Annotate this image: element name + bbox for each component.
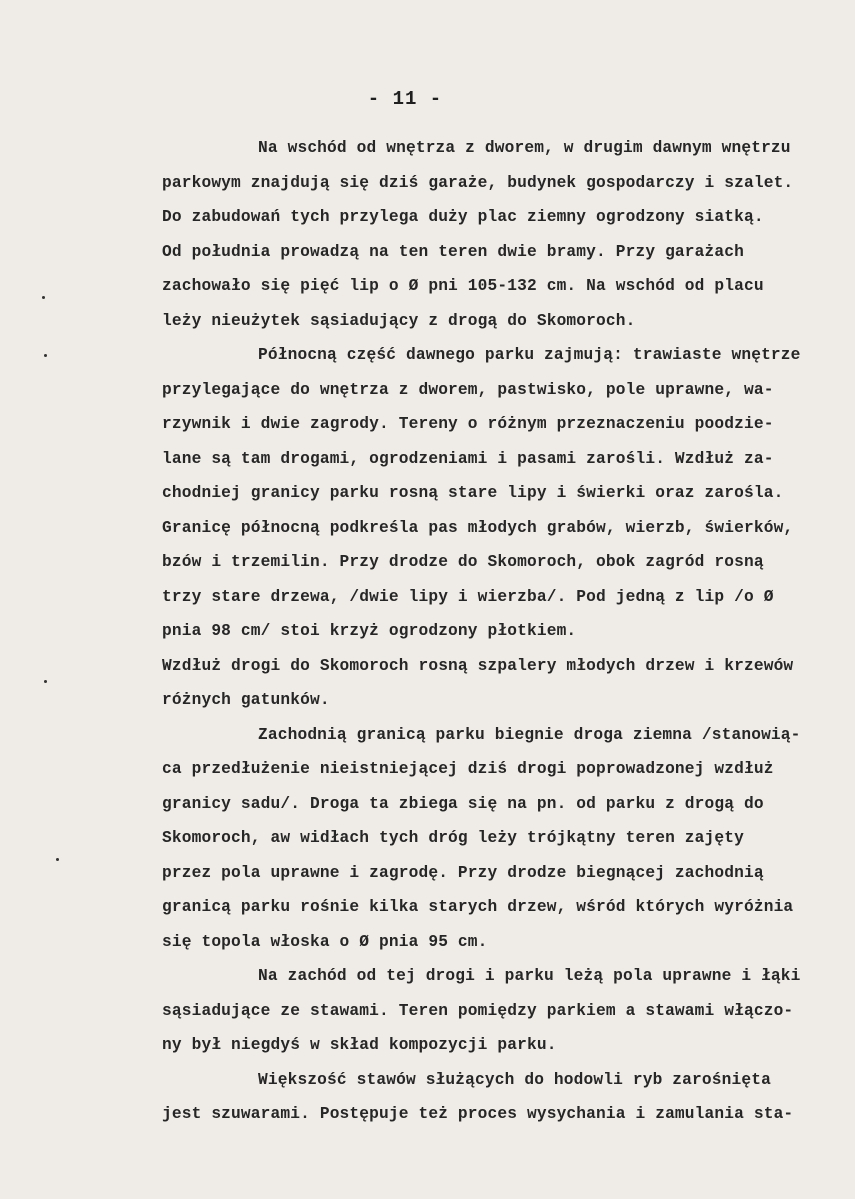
text-line: Północną część dawnego parku zajmują: trawiaste wnętrze	[258, 346, 801, 364]
text-line: jest szuwarami. Postępuje też proces wysychania i zamulania sta-	[162, 1105, 794, 1123]
text-line: parkowym znajdują się dziś garaże, budynek gospodarczy i szalet.	[162, 174, 794, 192]
text-line: pnia 98 cm/ stoi krzyż ogrodzony płotkiem.	[162, 622, 577, 640]
text-line: rzywnik i dwie zagrody. Tereny o różnym przeznaczeniu poodzie-	[162, 415, 774, 433]
text-line: Większość stawów służących do hodowli ryb zarośnięta	[258, 1071, 771, 1089]
text-line: Wzdłuż drogi do Skomoroch rosną szpalery młodych drzew i krzewów	[162, 657, 794, 675]
text-line: przylegające do wnętrza z dworem, pastwisko, pole uprawne, wa-	[162, 381, 774, 399]
text-line: Na zachód od tej drogi i parku leżą pola uprawne i łąki	[258, 967, 801, 985]
scan-speck	[44, 680, 47, 683]
text-line: granicy sadu/. Droga ta zbiega się na pn. od parku z drogą do	[162, 795, 764, 813]
text-line: Skomoroch, aw widłach tych dróg leży trójkątny teren zajęty	[162, 829, 744, 847]
text-line: Od południa prowadzą na ten teren dwie bramy. Przy garażach	[162, 243, 744, 261]
text-line: różnych gatunków.	[162, 691, 330, 709]
text-line: przez pola uprawne i zagrodę. Przy drodze biegnącej zachodnią	[162, 864, 764, 882]
text-line: trzy stare drzewa, /dwie lipy i wierzba/. Pod jedną z lip /o Ø	[162, 588, 774, 606]
scan-speck	[42, 296, 45, 299]
text-line: się topola włoska o Ø pnia 95 cm.	[162, 933, 488, 951]
text-line: ca przedłużenie nieistniejącej dziś drogi poprowadzonej wzdłuż	[162, 760, 774, 778]
page-number: - 11 -	[367, 88, 443, 110]
text-line: leży nieużytek sąsiadujący z drogą do Skomoroch.	[162, 312, 636, 330]
text-line: granicą parku rośnie kilka starych drzew, wśród których wyróżnia	[162, 898, 794, 916]
scan-speck	[44, 354, 47, 357]
text-line: ny był niegdyś w skład kompozycji parku.	[162, 1036, 557, 1054]
text-line: Do zabudowań tych przylega duży plac ziemny ogrodzony siatką.	[162, 208, 764, 226]
text-line: chodniej granicy parku rosną stare lipy i świerki oraz zarośla.	[162, 484, 784, 502]
text-line: Na wschód od wnętrza z dworem, w drugim dawnym wnętrzu	[258, 139, 791, 157]
text-line: sąsiadujące ze stawami. Teren pomiędzy parkiem a stawami włączo-	[162, 1002, 794, 1020]
scan-speck	[56, 858, 59, 861]
text-line: zachowało się pięć lip o Ø pni 105-132 cm. Na wschód od placu	[162, 277, 764, 295]
text-line: Granicę północną podkreśla pas młodych grabów, wierzb, świerków,	[162, 519, 794, 537]
text-line: Zachodnią granicą parku biegnie droga ziemna /stanowią-	[258, 726, 801, 744]
text-line: lane są tam drogami, ogrodzeniami i pasami zarośli. Wzdłuż za-	[162, 450, 774, 468]
text-line: bzów i trzemilin. Przy drodze do Skomoroch, obok zagród rosną	[162, 553, 764, 571]
